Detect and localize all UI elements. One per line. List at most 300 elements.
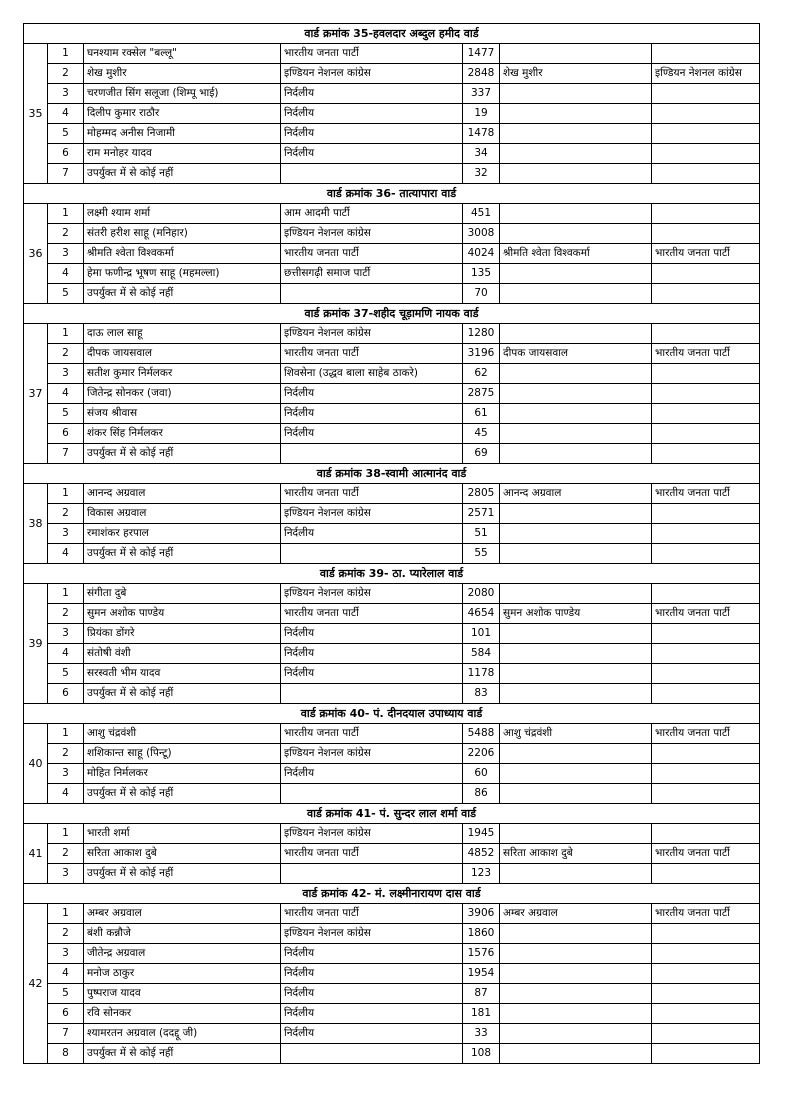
winner-party <box>652 624 760 644</box>
vote-count: 101 <box>463 624 500 644</box>
winner-name <box>500 1004 652 1024</box>
serial-number: 3 <box>48 244 84 264</box>
serial-number: 6 <box>48 1004 84 1024</box>
ward-title: वार्ड क्रमांक 40- पं. दीनदयाल उपाध्याय वार्ड <box>24 704 760 724</box>
candidate-row <box>24 724 760 744</box>
winner-name <box>500 544 652 564</box>
winner-party <box>652 124 760 144</box>
ward-title: वार्ड क्रमांक 35-हवलदार अब्दुल हमीद वार्ड <box>24 24 760 44</box>
vote-count: 5488 <box>463 724 500 744</box>
vote-count: 19 <box>463 104 500 124</box>
winner-name <box>500 1044 652 1064</box>
winner-name <box>500 144 652 164</box>
winner-name <box>500 984 652 1004</box>
party-name: निर्दलीय <box>281 764 463 784</box>
vote-count: 62 <box>463 364 500 384</box>
candidate-name: दाऊ लाल साहू <box>84 324 281 344</box>
vote-count: 32 <box>463 164 500 184</box>
serial-number: 1 <box>48 904 84 924</box>
winner-party <box>652 44 760 64</box>
candidate-row <box>24 864 760 884</box>
candidate-name: उपर्युक्त में से कोई नहीं <box>84 444 281 464</box>
winner-party <box>652 264 760 284</box>
ward-number: 40 <box>24 724 48 804</box>
vote-count: 51 <box>463 524 500 544</box>
ward-title: वार्ड क्रमांक 42- मं. लक्ष्मीनारायण दास वार्ड <box>24 884 760 904</box>
winner-name: सरिता आकाश दुबे <box>500 844 652 864</box>
party-name: छत्तीसगढ़ी समाज पार्टी <box>281 264 463 284</box>
winner-party: भारतीय जनता पार्टी <box>652 844 760 864</box>
winner-name <box>500 384 652 404</box>
winner-party: भारतीय जनता पार्टी <box>652 604 760 624</box>
winner-name <box>500 204 652 224</box>
candidate-name: श्रीमति श्वेता विश्वकर्मा <box>84 244 281 264</box>
party-name <box>281 1044 463 1064</box>
winner-name <box>500 964 652 984</box>
winner-party <box>652 444 760 464</box>
winner-party: इण्डियन नेशनल कांग्रेस <box>652 64 760 84</box>
vote-count: 2875 <box>463 384 500 404</box>
serial-number: 6 <box>48 684 84 704</box>
serial-number: 2 <box>48 844 84 864</box>
serial-number: 1 <box>48 724 84 744</box>
serial-number: 2 <box>48 924 84 944</box>
candidate-row <box>24 744 760 764</box>
serial-number: 3 <box>48 864 84 884</box>
candidate-name: जितेन्द्र सोनकर (जवा) <box>84 384 281 404</box>
serial-number: 3 <box>48 944 84 964</box>
vote-count: 33 <box>463 1024 500 1044</box>
winner-party: भारतीय जनता पार्टी <box>652 244 760 264</box>
candidate-row <box>24 404 760 424</box>
vote-count: 3906 <box>463 904 500 924</box>
serial-number: 4 <box>48 384 84 404</box>
candidate-name: रमाशंकर हरपाल <box>84 524 281 544</box>
serial-number: 4 <box>48 964 84 984</box>
winner-name <box>500 644 652 664</box>
winner-party <box>652 824 760 844</box>
candidate-name: आनन्द अग्रवाल <box>84 484 281 504</box>
winner-name <box>500 524 652 544</box>
party-name: निर्दलीय <box>281 144 463 164</box>
candidate-name: उपर्युक्त में से कोई नहीं <box>84 544 281 564</box>
ward-title: वार्ड क्रमांक 38-स्वामी आत्मानंद वार्ड <box>24 464 760 484</box>
candidate-name: हेमा फणीन्द्र भूषण साहू (महमल्ला) <box>84 264 281 284</box>
candidate-name: संजय श्रीवास <box>84 404 281 424</box>
candidate-row <box>24 944 760 964</box>
candidate-name: उपर्युक्त में से कोई नहीं <box>84 164 281 184</box>
winner-party <box>652 984 760 1004</box>
winner-party <box>652 384 760 404</box>
serial-number: 5 <box>48 284 84 304</box>
winner-party <box>652 784 760 804</box>
winner-name: श्रीमति श्वेता विश्वकर्मा <box>500 244 652 264</box>
election-results-table <box>23 23 760 1064</box>
ward-header-row <box>24 704 760 724</box>
winner-name <box>500 404 652 424</box>
winner-name <box>500 664 652 684</box>
ward-number: 35 <box>24 44 48 184</box>
candidate-name: उपर्युक्त में से कोई नहीं <box>84 864 281 884</box>
party-name: भारतीय जनता पार्टी <box>281 344 463 364</box>
party-name: भारतीय जनता पार्टी <box>281 604 463 624</box>
winner-party <box>652 764 760 784</box>
candidate-row <box>24 1024 760 1044</box>
party-name: भारतीय जनता पार्टी <box>281 44 463 64</box>
party-name: इण्डियन नेशनल कांग्रेस <box>281 744 463 764</box>
serial-number: 7 <box>48 1024 84 1044</box>
serial-number: 6 <box>48 144 84 164</box>
party-name <box>281 284 463 304</box>
candidate-row <box>24 204 760 224</box>
winner-name <box>500 164 652 184</box>
serial-number: 1 <box>48 204 84 224</box>
vote-count: 1280 <box>463 324 500 344</box>
party-name: शिवसेना (उद्धव बाला साहेब ठाकरे) <box>281 364 463 384</box>
winner-name <box>500 104 652 124</box>
party-name <box>281 164 463 184</box>
vote-count: 2848 <box>463 64 500 84</box>
vote-count: 135 <box>463 264 500 284</box>
party-name: निर्दलीय <box>281 104 463 124</box>
winner-party <box>652 584 760 604</box>
serial-number: 1 <box>48 324 84 344</box>
vote-count: 1860 <box>463 924 500 944</box>
candidate-row <box>24 444 760 464</box>
candidate-row <box>24 424 760 444</box>
vote-count: 3196 <box>463 344 500 364</box>
winner-name <box>500 224 652 244</box>
candidate-name: दीपक जायसवाल <box>84 344 281 364</box>
winner-party <box>652 204 760 224</box>
serial-number: 1 <box>48 824 84 844</box>
party-name: इण्डियन नेशनल कांग्रेस <box>281 224 463 244</box>
vote-count: 1954 <box>463 964 500 984</box>
candidate-row <box>24 264 760 284</box>
winner-name: आनन्द अग्रवाल <box>500 484 652 504</box>
ward-number: 41 <box>24 824 48 884</box>
candidate-row <box>24 244 760 264</box>
vote-count: 3008 <box>463 224 500 244</box>
candidate-row <box>24 644 760 664</box>
serial-number: 2 <box>48 344 84 364</box>
winner-name <box>500 624 652 644</box>
candidate-name: संगीता दुबे <box>84 584 281 604</box>
vote-count: 69 <box>463 444 500 464</box>
ward-title: वार्ड क्रमांक 39- ठा. प्यारेलाल वार्ड <box>24 564 760 584</box>
winner-party <box>652 144 760 164</box>
candidate-row <box>24 844 760 864</box>
winner-party <box>652 924 760 944</box>
winner-party <box>652 284 760 304</box>
candidate-row <box>24 784 760 804</box>
winner-name <box>500 44 652 64</box>
serial-number: 5 <box>48 124 84 144</box>
winner-name: सुमन अशोक पाण्डेय <box>500 604 652 624</box>
party-name: निर्दलीय <box>281 984 463 1004</box>
candidate-name: राम मनोहर यादव <box>84 144 281 164</box>
serial-number: 2 <box>48 604 84 624</box>
party-name <box>281 444 463 464</box>
winner-party <box>652 684 760 704</box>
candidate-row <box>24 84 760 104</box>
vote-count: 123 <box>463 864 500 884</box>
party-name: भारतीय जनता पार्टी <box>281 484 463 504</box>
party-name: निर्दलीय <box>281 664 463 684</box>
winner-party <box>652 544 760 564</box>
party-name: निर्दलीय <box>281 124 463 144</box>
ward-number: 37 <box>24 324 48 464</box>
candidate-row <box>24 684 760 704</box>
serial-number: 3 <box>48 764 84 784</box>
vote-count: 34 <box>463 144 500 164</box>
candidate-row <box>24 1044 760 1064</box>
party-name: निर्दलीय <box>281 404 463 424</box>
candidate-name: संतरी हरीश साहू (मनिहार) <box>84 224 281 244</box>
serial-number: 4 <box>48 264 84 284</box>
candidate-name: भारती शर्मा <box>84 824 281 844</box>
party-name: निर्दलीय <box>281 524 463 544</box>
serial-number: 3 <box>48 524 84 544</box>
candidate-row <box>24 224 760 244</box>
winner-party <box>652 504 760 524</box>
ward-header-row <box>24 24 760 44</box>
winner-name <box>500 424 652 444</box>
candidate-row <box>24 484 760 504</box>
party-name <box>281 544 463 564</box>
ward-title: वार्ड क्रमांक 36- तात्यापारा वार्ड <box>24 184 760 204</box>
winner-name <box>500 1024 652 1044</box>
results-body <box>24 24 760 1064</box>
candidate-row <box>24 144 760 164</box>
serial-number: 2 <box>48 224 84 244</box>
candidate-row <box>24 524 760 544</box>
candidate-row <box>24 504 760 524</box>
ward-number: 39 <box>24 584 48 704</box>
party-name: निर्दलीय <box>281 644 463 664</box>
winner-party <box>652 324 760 344</box>
vote-count: 2805 <box>463 484 500 504</box>
serial-number: 1 <box>48 484 84 504</box>
party-name: इण्डियन नेशनल कांग्रेस <box>281 324 463 344</box>
serial-number: 1 <box>48 44 84 64</box>
ward-number: 42 <box>24 904 48 1064</box>
ward-header-row <box>24 464 760 484</box>
candidate-row <box>24 324 760 344</box>
candidate-name: रवि सोनकर <box>84 1004 281 1024</box>
winner-party <box>652 1024 760 1044</box>
serial-number: 7 <box>48 164 84 184</box>
candidate-name: उपर्युक्त में से कोई नहीं <box>84 284 281 304</box>
party-name: भारतीय जनता पार्टी <box>281 844 463 864</box>
winner-party <box>652 644 760 664</box>
winner-party <box>652 664 760 684</box>
serial-number: 8 <box>48 1044 84 1064</box>
party-name: निर्दलीय <box>281 944 463 964</box>
vote-count: 1478 <box>463 124 500 144</box>
vote-count: 2080 <box>463 584 500 604</box>
vote-count: 1477 <box>463 44 500 64</box>
winner-name <box>500 784 652 804</box>
candidate-name: मोहित निर्मलकर <box>84 764 281 784</box>
winner-party <box>652 524 760 544</box>
candidate-name: शेख मुशीर <box>84 64 281 84</box>
candidate-name: आशु चंद्रवंशी <box>84 724 281 744</box>
winner-party <box>652 1004 760 1024</box>
party-name: निर्दलीय <box>281 624 463 644</box>
serial-number: 4 <box>48 784 84 804</box>
winner-party <box>652 1044 760 1064</box>
serial-number: 2 <box>48 64 84 84</box>
winner-name: शेख मुशीर <box>500 64 652 84</box>
candidate-row <box>24 764 760 784</box>
vote-count: 60 <box>463 764 500 784</box>
candidate-name: चरणजीत सिंग सलूजा (शिम्पू भाई) <box>84 84 281 104</box>
candidate-name: उपर्युक्त में से कोई नहीं <box>84 684 281 704</box>
serial-number: 4 <box>48 104 84 124</box>
winner-name: अम्बर अग्रवाल <box>500 904 652 924</box>
serial-number: 2 <box>48 504 84 524</box>
candidate-row <box>24 584 760 604</box>
candidate-name: प्रियंका डोंगरे <box>84 624 281 644</box>
candidate-name: संतोषी वंशी <box>84 644 281 664</box>
party-name: भारतीय जनता पार्टी <box>281 904 463 924</box>
vote-count: 87 <box>463 984 500 1004</box>
candidate-row <box>24 964 760 984</box>
vote-count: 45 <box>463 424 500 444</box>
candidate-row <box>24 284 760 304</box>
winner-party <box>652 364 760 384</box>
ward-title: वार्ड क्रमांक 37-शहीद चूड़ामणि नायक वार्ड <box>24 304 760 324</box>
serial-number: 5 <box>48 984 84 1004</box>
candidate-name: श्यामरतन अग्रवाल (ददद्दू जी) <box>84 1024 281 1044</box>
winner-party <box>652 164 760 184</box>
winner-name <box>500 684 652 704</box>
candidate-name: बंशी कन्नौजे <box>84 924 281 944</box>
serial-number: 3 <box>48 84 84 104</box>
candidate-row <box>24 544 760 564</box>
winner-name <box>500 824 652 844</box>
winner-name <box>500 764 652 784</box>
party-name: इण्डियन नेशनल कांग्रेस <box>281 504 463 524</box>
candidate-name: घनश्याम रक्सेल "बल्लू" <box>84 44 281 64</box>
winner-party: भारतीय जनता पार्टी <box>652 904 760 924</box>
candidate-name: उपर्युक्त में से कोई नहीं <box>84 1044 281 1064</box>
vote-count: 451 <box>463 204 500 224</box>
winner-party: भारतीय जनता पार्टी <box>652 724 760 744</box>
serial-number: 2 <box>48 744 84 764</box>
winner-name <box>500 584 652 604</box>
party-name: निर्दलीय <box>281 1004 463 1024</box>
vote-count: 55 <box>463 544 500 564</box>
vote-count: 1945 <box>463 824 500 844</box>
vote-count: 4852 <box>463 844 500 864</box>
candidate-row <box>24 64 760 84</box>
party-name: इण्डियन नेशनल कांग्रेस <box>281 584 463 604</box>
candidate-row <box>24 164 760 184</box>
candidate-row <box>24 824 760 844</box>
winner-party: भारतीय जनता पार्टी <box>652 344 760 364</box>
winner-name <box>500 444 652 464</box>
winner-name <box>500 864 652 884</box>
serial-number: 7 <box>48 444 84 464</box>
vote-count: 584 <box>463 644 500 664</box>
winner-name <box>500 264 652 284</box>
winner-party: भारतीय जनता पार्टी <box>652 484 760 504</box>
serial-number: 1 <box>48 584 84 604</box>
ward-number: 36 <box>24 204 48 304</box>
vote-count: 70 <box>463 284 500 304</box>
vote-count: 4024 <box>463 244 500 264</box>
serial-number: 3 <box>48 364 84 384</box>
vote-count: 181 <box>463 1004 500 1024</box>
candidate-name: उपर्युक्त में से कोई नहीं <box>84 784 281 804</box>
candidate-row <box>24 624 760 644</box>
candidate-row <box>24 924 760 944</box>
winner-party <box>652 744 760 764</box>
vote-count: 1576 <box>463 944 500 964</box>
party-name: निर्दलीय <box>281 424 463 444</box>
party-name: इण्डियन नेशनल कांग्रेस <box>281 64 463 84</box>
party-name: भारतीय जनता पार्टी <box>281 244 463 264</box>
winner-party <box>652 944 760 964</box>
serial-number: 6 <box>48 424 84 444</box>
party-name: निर्दलीय <box>281 384 463 404</box>
candidate-name: अम्बर अग्रवाल <box>84 904 281 924</box>
winner-name <box>500 924 652 944</box>
party-name: इण्डियन नेशनल कांग्रेस <box>281 824 463 844</box>
candidate-name: सुमन अशोक पाण्डेय <box>84 604 281 624</box>
party-name <box>281 684 463 704</box>
ward-header-row <box>24 184 760 204</box>
candidate-name: मोहम्मद अनीस निजामी <box>84 124 281 144</box>
winner-name <box>500 504 652 524</box>
winner-name <box>500 364 652 384</box>
candidate-row <box>24 1004 760 1024</box>
winner-party <box>652 864 760 884</box>
winner-name <box>500 944 652 964</box>
vote-count: 1178 <box>463 664 500 684</box>
vote-count: 2571 <box>463 504 500 524</box>
candidate-name: शंकर सिंह निर्मलकर <box>84 424 281 444</box>
ward-title: वार्ड क्रमांक 41- पं. सुन्दर लाल शर्मा वार्ड <box>24 804 760 824</box>
party-name: आम आदमी पार्टी <box>281 204 463 224</box>
winner-name: आशु चंद्रवंशी <box>500 724 652 744</box>
candidate-name: सरस्वती भीम यादव <box>84 664 281 684</box>
party-name: इण्डियन नेशनल कांग्रेस <box>281 924 463 944</box>
ward-header-row <box>24 884 760 904</box>
candidate-row <box>24 124 760 144</box>
candidate-name: मनोज ठाकुर <box>84 964 281 984</box>
winner-name <box>500 124 652 144</box>
winner-name <box>500 744 652 764</box>
winner-party <box>652 104 760 124</box>
winner-name: दीपक जायसवाल <box>500 344 652 364</box>
candidate-name: सतीश कुमार निर्मलकर <box>84 364 281 384</box>
candidate-name: सरिता आकाश दुबे <box>84 844 281 864</box>
candidate-name: पुष्पराज यादव <box>84 984 281 1004</box>
vote-count: 86 <box>463 784 500 804</box>
vote-count: 4654 <box>463 604 500 624</box>
winner-name <box>500 84 652 104</box>
candidate-row <box>24 344 760 364</box>
candidate-name: शशिकान्त साहू (पिन्टू) <box>84 744 281 764</box>
vote-count: 337 <box>463 84 500 104</box>
candidate-row <box>24 384 760 404</box>
winner-party <box>652 84 760 104</box>
candidate-row <box>24 44 760 64</box>
winner-name <box>500 324 652 344</box>
